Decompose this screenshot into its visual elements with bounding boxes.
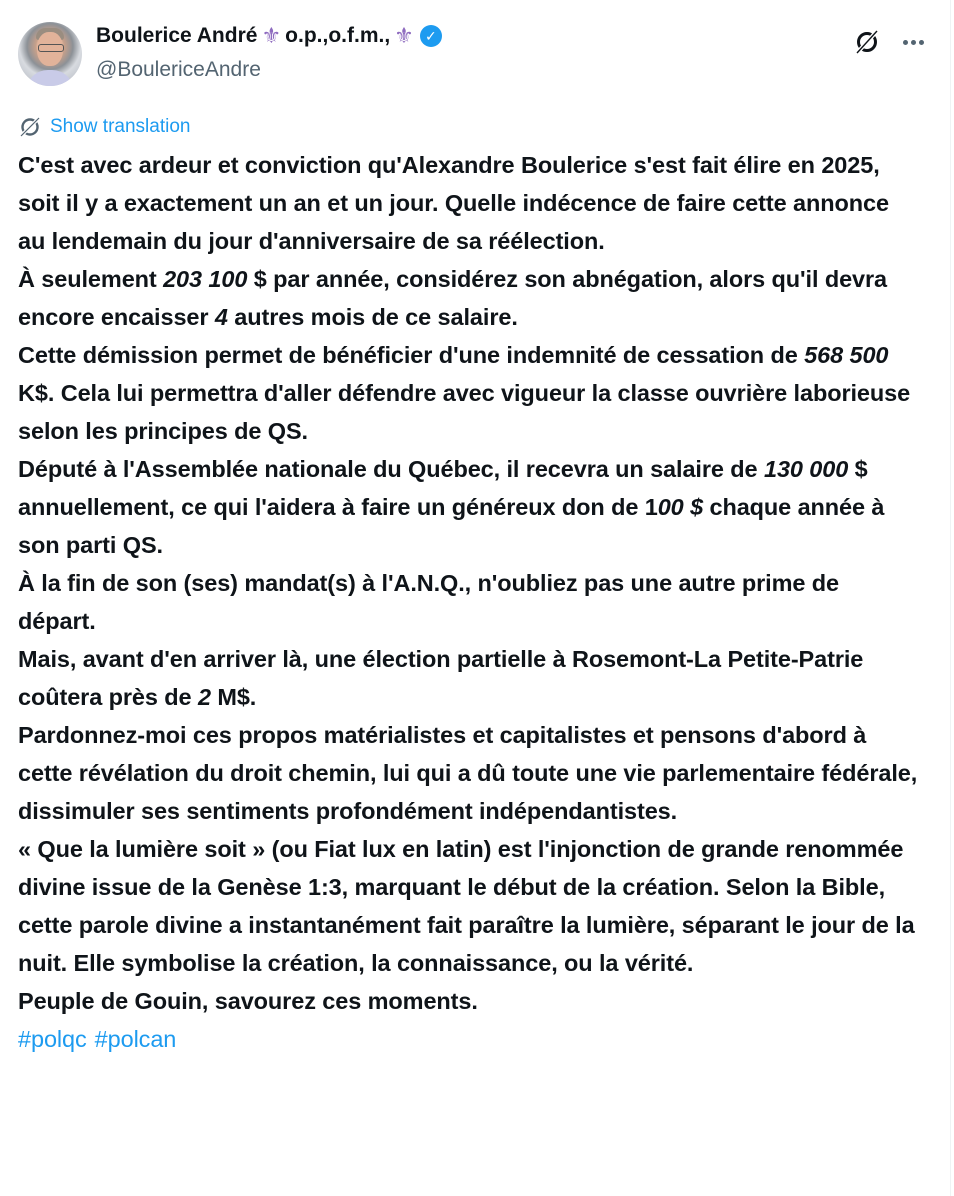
- tweet-paragraph: C'est avec ardeur et conviction qu'Alexandre Boulerice s'est fait élire en 2025, soit il y a exactement un an et un jour. Quelle indécence de faire cette annonce au lendemain du jour d'anniversaire de sa réélection.: [18, 152, 889, 254]
- tweet-text-span: Député à l'Assemblée nationale du Québec, il recevra un salaire de: [18, 456, 764, 482]
- tweet-paragraph: « Que la lumière soit » (ou Fiat lux en latin) est l'injonction de grande renommée divine issue de la Genèse 1:3, marquant le début de la création. Selon la Bible, cette parole divine a instantanément fait paraître la lumière, séparant le jour de la nuit. Elle symbolise la création, la connaissance, ou la vérité.: [18, 836, 915, 976]
- grok-translate-icon: [18, 115, 42, 139]
- tweet-paragraph: À seulement 203 100 $ par année, considérez son abnégation, alors qu'il devra encore encaisser 4 autres mois de ce salaire.: [18, 266, 888, 330]
- grok-icon[interactable]: [853, 28, 881, 56]
- amount-italic: 568 500: [804, 342, 889, 368]
- column-divider: [950, 0, 951, 1196]
- show-translation-link[interactable]: [18, 115, 190, 139]
- tweet-paragraph: Député à l'Assemblée nationale du Québec, il recevra un salaire de 130 000 $ annuellement, ce qui l'aidera à faire un généreux don de 100 $ chaque année à son parti QS.: [18, 456, 885, 558]
- author-handle[interactable]: @BoulericeAndre: [96, 58, 261, 81]
- tweet-paragraph: Mais, avant d'en arriver là, une élection partielle à Rosemont-La Petite-Patrie coûtera près de 2 M$.: [18, 646, 864, 710]
- avatar[interactable]: [18, 22, 82, 86]
- author-name-suffix: o.p.,o.f.m.,: [285, 24, 391, 47]
- avatar-shirt: [26, 70, 74, 86]
- verified-badge-icon[interactable]: ✓: [420, 25, 442, 47]
- fleur-de-lis-icon: ⚜: [261, 23, 282, 48]
- author-name-row[interactable]: [96, 24, 442, 48]
- more-icon[interactable]: [903, 40, 924, 45]
- tweet-paragraph: Pardonnez-moi ces propos matérialistes et capitalistes et pensons d'abord à cette révélation du droit chemin, lui qui a dû toute une vie parlementaire fédérale, dissimuler ses sentiments profondément indépendantistes.: [18, 722, 918, 824]
- amount-italic: 2: [197, 684, 211, 710]
- amount-italic: 00 $: [657, 494, 704, 520]
- amount-italic: 203 100: [163, 266, 248, 292]
- fleur-de-lis-icon: ⚜: [394, 23, 414, 48]
- hashtags: [18, 1020, 918, 1058]
- hashtag-link[interactable]: #polqc: [18, 1026, 87, 1052]
- amount-italic: 130 000: [763, 456, 849, 482]
- tweet-paragraph: Cette démission permet de bénéficier d'une indemnité de cessation de 568 500 K$. Cela lui permettra d'aller défendre avec vigueur la classe ouvrière laborieuse selon les principes de QS.: [18, 342, 911, 444]
- header-actions: [853, 28, 924, 56]
- author-display-name[interactable]: Boulerice André: [96, 24, 258, 47]
- tweet-text: [18, 146, 918, 1058]
- amount-italic: 4: [214, 304, 228, 330]
- tweet-paragraph: Peuple de Gouin, savourez ces moments.: [18, 988, 478, 1014]
- avatar-glasses: [38, 44, 64, 52]
- tweet-paragraph: À la fin de son (ses) mandat(s) à l'A.N.Q., n'oubliez pas une autre prime de départ.: [18, 570, 840, 634]
- hashtag-link[interactable]: #polcan: [94, 1026, 177, 1052]
- tweet-header: [18, 22, 934, 86]
- show-translation-label[interactable]: Show translation: [50, 116, 191, 137]
